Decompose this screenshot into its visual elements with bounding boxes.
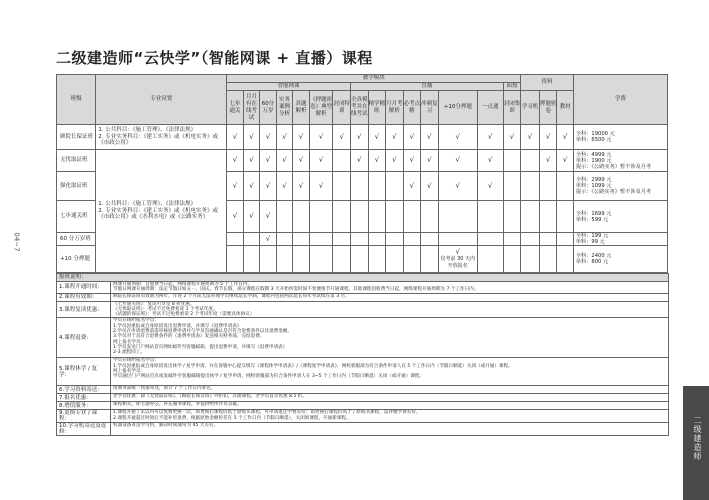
module-cell [438,201,477,233]
column-header: 全真模考并在线考试 [351,91,369,125]
module-cell [438,233,477,246]
module-cell [293,233,310,246]
header-fee: 学费 [573,75,667,125]
module-cell: √ [421,150,439,172]
module-cell [276,233,293,246]
module-cell [333,246,351,273]
note-row [57,282,669,294]
note-text: 学员在线给报名学员： 1.学员因重报或自身原因发出休学 / 复学申请，并在客服中心提交填写《课程休学申请表》/《课程复学申请表》，网校客服部为符合条件申请人在 5 个工作日内（节假日顺延）关闭（或开通）课程。 网上报名学员： 学员通过门户网站首页或发邮件至客服邮箱提出休学 / 复学申请，网校客服部为符合条件申请人在 3~5 个工作日内（节假日顺延）关闭（或开通）课程。 [111,358,669,386]
column-header: 实务案例分析 [276,91,293,125]
module-cell: √ [477,172,503,201]
module-cell [227,233,244,246]
fee-cell: 全科：2400 元 单科：800 元 [573,246,667,273]
module-cell: √ [243,201,260,233]
module-cell [521,201,540,233]
module-cell: √ [260,233,277,246]
table-row [57,150,668,172]
module-cell [227,246,244,273]
module-cell: √ [243,125,260,150]
module-cell [539,201,557,233]
note-text: 学员在线给报名学员： 1.学员因重报或自身原因发出退费申请，并填写《退费申请表》 2.学员在申请退费前需审核退费申请并与学员沟通确认是否符合退费条件以及退费金额。 3.学员对于具符合退费条件的《退费申请表》发送相关财务部，完结退费。 网上报名学员： 1.学员发送门户网站首页网址邮件至客服邮箱，提出退费申请，并填写《退费申请表》 2-3 流程同上。 [111,318,669,358]
page-title: 二级建造师“云快学”（智能网课 + 直播）课程 [56,49,373,67]
module-cell [539,233,557,246]
module-cell [421,233,439,246]
column-header: 月月考解析 [386,91,404,125]
module-cell [368,201,386,233]
module-cell: √ [386,150,404,172]
header-teaching-module: 教学模块 [227,75,521,83]
module-cell [403,233,421,246]
note-label: 9.更换专业 / 课程： [57,410,111,423]
module-cell: √ [539,150,557,172]
note-text: 老学员优惠：除《无忧取证班》、《顾院长保证班》外折扣，其他课程，老学员直享优惠 8.5 折。 [111,394,669,402]
module-cell: √ [260,201,277,233]
module-cell [403,201,421,233]
module-cell [557,233,574,246]
module-cell [351,172,369,201]
note-row [57,386,669,394]
module-cell: √ [421,125,439,150]
page-number: 04~7 [12,232,21,252]
class-name: 顾院长保证班 [57,125,96,150]
note-row [57,410,669,423]
course-table [56,74,668,273]
note-label: 3.课程复读优惠： [57,301,111,318]
note-row [57,423,669,436]
fee-cell: 全科：2999 元 单科：1099 元 提示：《公路实务》暂不涉及月考 [573,172,667,201]
module-cell: √ [227,125,244,150]
module-cell: √ [368,150,386,172]
note-text: 网课开通周期：自收费当日起，网络课程开通周期为 5 个工作日内。 节假日网课开通周期：法定节假日如五一、国庆、春节长假，部分课程在假期 3 天开始所需时间不变便推节开通课程，其他课程因收费当日起，网络课程开通周期为 7 个工作日内。 [111,282,669,294]
module-cell [503,246,521,273]
module-cell: √ [260,150,277,172]
module-cell [539,246,557,273]
module-cell [368,246,386,273]
note-label: 4.课程退费： [57,318,111,358]
column-header: 一点通 [477,91,503,125]
note-text: 1.课程开通了未以内可以免费更换一次，如更换后课程价低于原购买课程，可申请退还学费差价；如更换后课程价高于了原购买课程，需补缴学费差价。 2.课程开通超过时效后不能补偿退费，根据原始金额价差在 5 个工作日内（节假日顺延），关闭原课程，开通新课程。 [111,410,669,423]
module-cell: √ [276,172,293,201]
column-header: 教材 [557,91,574,125]
note-label: 2.课程有效期： [57,293,111,301]
module-cell [351,201,369,233]
note-text: 机器设备寄送学习机，解决时间通常为 45 天左右。 [111,423,669,436]
module-cell [557,201,574,233]
module-cell: √ [260,125,277,150]
column-header: 七步通关 [227,91,244,125]
module-cell [293,201,310,233]
note-label: 5.课程休学 / 复学： [57,358,111,386]
module-cell [351,246,369,273]
module-cell: √ [260,172,277,201]
fee-cell: 全科：19000 元 单科：6500 元 [573,125,667,150]
module-cell [243,246,260,273]
module-cell: √ [351,150,369,172]
module-cell [309,201,333,233]
note-label: 10.学习机寄送及返修： [57,423,111,436]
module-cell [539,172,557,201]
module-cell: √ [227,201,244,233]
module-cell: √ [293,172,310,201]
extra-note: 仅考前 30 天内开放报名 [440,256,476,270]
fee-cell: 全科：199 元 单科：99 元 [573,233,667,246]
column-header: +10分押题 [438,91,477,125]
notes-title: 报班说明： [57,274,669,282]
module-cell: √ [309,150,333,172]
class-name: 无忧取证班 [57,150,96,172]
header-materials: 资料 [521,75,574,91]
column-header: 押题密卷 [539,91,557,125]
module-cell: √ [227,150,244,172]
module-cell: √ [309,125,333,150]
module-cell: √ 仅考前 30 天内开放报名 [438,246,477,273]
module-cell: √ [309,172,333,201]
module-cell: √ [276,150,293,172]
course-setting: 1. 公共科目：《施工管理》、《法律法规》 2. 专业实务科目：《建工实务》或《机电实务》或《市政公用》或《水利水电》或《公路实务》 [96,150,227,273]
note-text: 顾院长保证班有效期为两年，年卷 2 个月前无法办理学员继续延长学制，课程内包括两次延长每年考试续在第 3 月。 [111,293,669,301]
module-cell [557,172,574,201]
column-header: 必考点精 [403,91,421,125]
module-cell: √ [351,125,369,150]
module-cell: √ [293,150,310,172]
module-cell: √ [293,125,310,150]
column-header: 学习机 [521,91,540,125]
module-cell [368,172,386,201]
module-cell [477,201,503,233]
notes-table [56,273,669,436]
column-header: 60分万岁 [260,91,277,125]
class-name: +10 分押题 [57,246,96,273]
note-row [57,293,669,301]
side-tab-label: 二级建造师 [693,416,702,461]
note-row [57,358,669,386]
module-cell: √ [227,172,244,201]
module-cell: √ [438,172,477,201]
module-cell [351,233,369,246]
module-cell [503,150,521,172]
class-name: 七步通关班 [57,201,96,233]
module-cell: √ [403,150,421,172]
module-cell [521,172,540,201]
module-cell: √ [438,125,477,150]
module-cell: √ [386,125,404,150]
module-cell: √ [243,150,260,172]
fee-cell: 全科：1699 元 单科：599 元 [573,201,667,233]
module-cell [309,246,333,273]
module-cell [557,246,574,273]
module-cell: √ [333,125,351,150]
module-cell: √ [276,125,293,150]
module-cell [477,246,503,273]
module-cell [309,233,333,246]
module-cell [477,233,503,246]
module-cell [521,233,540,246]
module-cell [386,246,404,273]
column-header: 精学精练 [368,91,386,125]
module-cell [276,246,293,273]
module-cell: √ [403,172,421,201]
module-cell: √ [521,125,540,150]
column-header: 真题解析 [293,91,310,125]
module-cell [421,246,439,273]
module-cell [333,233,351,246]
module-cell [503,201,521,233]
module-cell [386,233,404,246]
module-cell: √ [477,150,503,172]
note-row [57,301,669,318]
module-cell [503,172,521,201]
module-cell [386,201,404,233]
header-smart-course: 智能网课 [227,83,351,91]
note-row [57,318,669,358]
note-row [57,394,669,402]
table-row [57,125,668,150]
module-cell [521,246,540,273]
note-label: 8.增值服务： [57,402,111,410]
column-header: 月月有在线考试 [243,91,260,125]
module-cell [386,172,404,201]
module-cell: √ [243,172,260,201]
module-cell [333,172,351,201]
note-text: 由教务部统一快递寄送，预计 7 个工作日内寄达。 [111,386,669,394]
note-label: 1.课程开通时间： [57,282,111,294]
module-cell: √ [539,125,557,150]
module-cell [333,201,351,233]
module-cell: √ [503,125,521,150]
module-cell [333,150,351,172]
column-header: 封闭集训 [503,91,521,125]
module-cell [503,233,521,246]
module-cell [521,150,540,172]
header-live: 直播 [351,83,504,91]
class-name: 60 分万岁班 [57,233,96,246]
header-class: 班级 [57,75,96,125]
module-cell: √ [557,150,574,172]
module-cell: √ [403,125,421,150]
note-text: 《七步通关班》：复读可享受 8 折优惠。 《无忧取证班》：考试不过免费复读 1 个考试年度。 《试题的保证班》：考试不过免费重读 2 个考试年度（需要具体协议） [111,301,669,318]
course-setting: 1. 公共科目：《施工管理》、《法律法规》 2. 专业实务科目：《建工实务》或《机电实务》或《市政公用》 [96,125,227,150]
column-header: 封闭特训 [333,91,351,125]
module-cell: √ [557,125,574,150]
note-text: 课程相关，即主题办公，补充服务课程，并提供给所作员答疑。 [111,402,669,410]
header-course: 专业设置 [96,75,227,125]
module-cell: √ [421,172,439,201]
module-cell [403,246,421,273]
class-name: 强化取证班 [57,172,96,201]
module-cell [368,233,386,246]
module-cell [276,201,293,233]
module-cell: √ [368,125,386,150]
module-cell: √ [438,150,477,172]
note-label: 7.报名优惠： [57,394,111,402]
module-cell [260,246,277,273]
header-offline: 面授 [503,83,521,91]
module-cell [243,233,260,246]
column-header: 《押题密卷》典型解析 [309,91,333,125]
module-cell: √ [477,125,503,150]
fee-cell: 全科：4999 元 单科：1900 元 提示：《公路实务》暂不涉及月考 [573,150,667,172]
module-cell [293,246,310,273]
note-label: 6.学习资料寄送： [57,386,111,394]
column-header: 冲刺复习 [421,91,439,125]
side-tab [683,386,709,500]
note-row [57,402,669,410]
module-cell [421,201,439,233]
